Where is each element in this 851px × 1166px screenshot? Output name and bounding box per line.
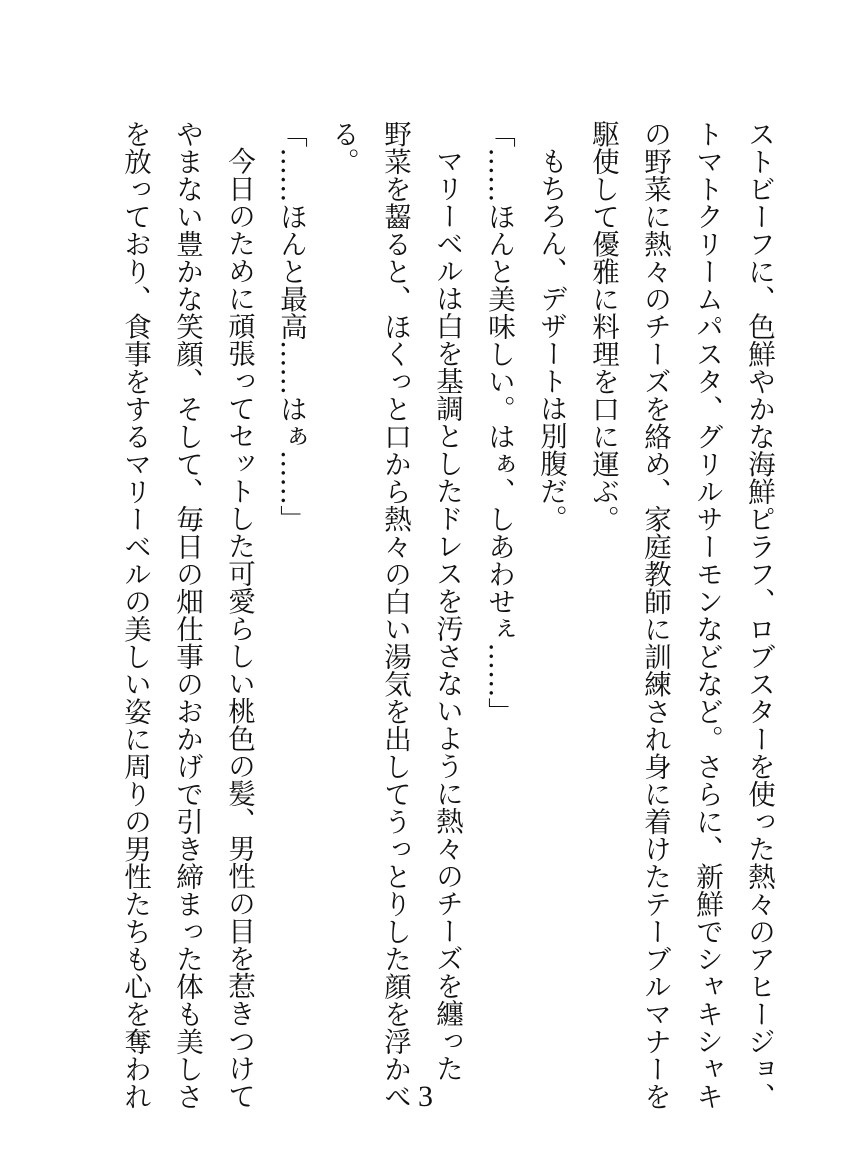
dialogue-column: 「……ほんと美味しい。はぁ、しあわせぇ……」: [483, 120, 515, 725]
text-column: る。: [327, 120, 359, 175]
text-column: もちろん、デザートは別腹だ。: [535, 147, 567, 532]
text-column: を放っており、食事をするマリーベルの美しい姿に周りの男性たちも心を奪われ: [119, 120, 151, 1110]
text-column: 野菜を齧ると、ほくっと口から熱々の白い湯気を出してうっとりした顔を浮かべ: [379, 120, 411, 1110]
text-column: マリーベルは白を基調としたドレスを汚さないように熱々のチーズを纏った: [431, 147, 463, 1082]
text-column: トマトクリームパスタ、グリルサーモンなどなど。さらに、新鮮でシャキシャキ: [691, 120, 723, 1110]
text-column: ストビーフに、色鮮やかな海鮮ピラフ、ロブスターを使った熱々のアヒージョ、: [743, 120, 775, 1110]
text-column: やまない豊かな笑顔、そして、毎日の畑仕事のおかげで引き締まった体も美しさ: [171, 120, 203, 1110]
text-column: 今日のために頑張ってセットした可愛らしい桃色の髪、男性の目を惹きつけて: [223, 147, 255, 1110]
page-number: 3: [418, 1080, 433, 1113]
dialogue-column: 「……ほんと最高……はぁ……」: [275, 120, 307, 533]
text-column: の野菜に熱々のチーズを絡め、家庭教師に訓練され身に着けたテーブルマナーを: [639, 120, 671, 1110]
vertical-text-body: [109, 120, 785, 1110]
text-column: 駆使して優雅に料理を口に運ぶ。: [587, 120, 619, 533]
